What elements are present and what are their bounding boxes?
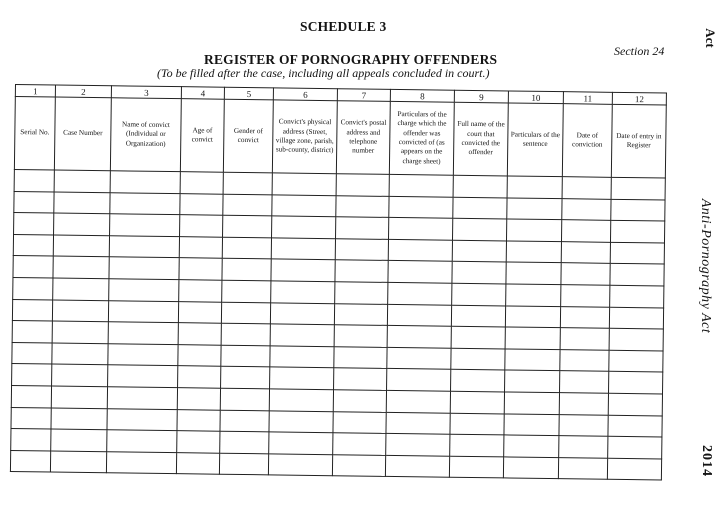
blank-cell xyxy=(222,237,271,259)
blank-cell xyxy=(269,432,333,454)
blank-cell xyxy=(269,389,333,411)
blank-cell xyxy=(336,195,389,217)
blank-cell xyxy=(504,413,559,435)
blank-cell xyxy=(610,242,664,264)
blank-cell xyxy=(13,234,53,256)
blank-cell xyxy=(108,343,178,366)
blank-cell xyxy=(109,279,179,302)
blank-cell xyxy=(52,364,108,386)
blank-cell xyxy=(51,386,107,408)
schedule-title: SCHEDULE 3 xyxy=(300,19,387,34)
blank-cell xyxy=(561,220,610,242)
blank-cell xyxy=(505,306,560,328)
blank-cell xyxy=(609,307,663,329)
column-number: 10 xyxy=(508,91,563,104)
blank-cell xyxy=(221,302,270,324)
blank-cell xyxy=(219,453,268,475)
blank-cell xyxy=(389,174,453,196)
blank-cell xyxy=(178,344,221,366)
blank-cell xyxy=(12,342,52,364)
blank-cell xyxy=(559,436,608,458)
blank-cell xyxy=(14,191,54,213)
blank-cell xyxy=(335,282,388,304)
blank-cell xyxy=(608,393,662,415)
blank-cell xyxy=(560,371,609,393)
blank-cell xyxy=(453,175,507,197)
blank-cell xyxy=(336,174,389,196)
section-reference: Section 24 xyxy=(614,44,665,58)
blank-cell xyxy=(220,388,269,410)
blank-cell xyxy=(223,194,272,216)
blank-cell xyxy=(608,436,662,458)
blank-cell xyxy=(177,388,220,410)
blank-cell xyxy=(53,235,109,257)
blank-cell xyxy=(180,215,223,237)
blank-cell xyxy=(107,387,177,410)
blank-cell xyxy=(387,347,451,369)
register-title: REGISTER OF PORNOGRAPHY OFFENDERS xyxy=(204,52,498,67)
column-number: 3 xyxy=(111,86,181,99)
blank-cell xyxy=(505,327,560,349)
blank-rows xyxy=(10,169,665,480)
blank-cell xyxy=(270,346,334,368)
blank-cell xyxy=(335,238,388,260)
blank-cell xyxy=(51,429,107,451)
blank-cell xyxy=(13,277,53,299)
column-header: Serial No. xyxy=(14,97,55,171)
blank-cell xyxy=(388,261,452,283)
blank-cell xyxy=(271,281,335,303)
blank-cell xyxy=(609,328,663,350)
blank-cell xyxy=(270,302,334,324)
blank-cell xyxy=(334,303,387,325)
blank-cell xyxy=(270,324,334,346)
blank-cell xyxy=(506,284,561,306)
blank-cell xyxy=(506,219,561,241)
blank-cell xyxy=(450,434,504,456)
column-header: Particulars of the sentence xyxy=(507,103,563,177)
blank-cell xyxy=(12,299,52,321)
column-number: 2 xyxy=(55,85,111,98)
blank-cell xyxy=(334,346,387,368)
blank-cell xyxy=(609,372,663,394)
blank-cell xyxy=(507,198,562,220)
blank-cell xyxy=(504,392,559,414)
column-number: 7 xyxy=(337,89,390,102)
blank-cell xyxy=(332,454,385,476)
column-header: Date of entry in Register xyxy=(611,104,666,178)
blank-cell xyxy=(452,283,506,305)
blank-cell xyxy=(561,241,610,263)
column-header: Gender of convict xyxy=(223,99,273,173)
column-number: 12 xyxy=(612,92,666,105)
blank-cell xyxy=(272,216,336,238)
column-number: 4 xyxy=(181,87,224,100)
blank-cell xyxy=(10,450,50,472)
blank-cell xyxy=(178,323,221,345)
blank-cell xyxy=(220,431,269,453)
blank-cell xyxy=(54,192,110,214)
blank-cell xyxy=(107,408,177,431)
blank-cell xyxy=(388,239,452,261)
blank-cell xyxy=(178,301,221,323)
column-header-row xyxy=(14,97,666,179)
blank-cell xyxy=(387,304,451,326)
blank-cell xyxy=(611,177,665,199)
blank-cell xyxy=(610,264,664,286)
blank-cell xyxy=(11,385,51,407)
blank-cell xyxy=(333,390,386,412)
blank-cell xyxy=(54,213,110,235)
blank-cell xyxy=(450,413,504,435)
blank-cell xyxy=(610,220,664,242)
blank-cell xyxy=(560,349,609,371)
blank-cell xyxy=(179,236,222,258)
column-header: Name of convict (Individual or Organization) xyxy=(110,98,181,172)
blank-cell xyxy=(268,454,332,476)
blank-cell xyxy=(53,256,109,278)
blank-cell xyxy=(336,217,389,239)
blank-cell xyxy=(561,263,610,285)
blank-cell xyxy=(50,451,106,473)
column-header: Convict's postal address and telephone number xyxy=(336,101,390,175)
blank-cell xyxy=(334,368,387,390)
blank-cell xyxy=(506,262,561,284)
blank-cell xyxy=(54,170,110,192)
blank-cell xyxy=(221,367,270,389)
blank-cell xyxy=(453,197,507,219)
blank-cell xyxy=(334,325,387,347)
side-act-label: Act xyxy=(703,28,718,48)
blank-cell xyxy=(452,240,506,262)
blank-cell xyxy=(109,257,179,280)
blank-cell xyxy=(452,218,506,240)
blank-cell xyxy=(109,236,179,259)
blank-cell xyxy=(559,414,608,436)
blank-cell xyxy=(180,172,223,194)
blank-cell xyxy=(179,280,222,302)
blank-cell xyxy=(562,177,611,199)
blank-cell xyxy=(385,455,449,477)
blank-cell xyxy=(389,196,453,218)
blank-cell xyxy=(270,367,334,389)
column-header: Particulars of the charge which the offender was convicted of (as appears on the charge sheet) xyxy=(389,101,454,175)
blank-cell xyxy=(608,415,662,437)
blank-cell xyxy=(272,173,336,195)
blank-cell xyxy=(271,259,335,281)
blank-cell xyxy=(333,411,386,433)
blank-cell xyxy=(389,218,453,240)
blank-cell xyxy=(179,258,222,280)
blank-cell xyxy=(108,322,178,345)
blank-cell xyxy=(12,321,52,343)
blank-cell xyxy=(449,456,503,478)
blank-cell xyxy=(177,409,220,431)
blank-cell xyxy=(14,213,54,235)
blank-cell xyxy=(13,256,53,278)
blank-cell xyxy=(562,198,611,220)
blank-cell xyxy=(108,300,178,323)
blank-cell xyxy=(110,192,180,215)
column-number: 6 xyxy=(273,88,337,101)
blank-cell xyxy=(335,260,388,282)
register-table xyxy=(10,84,667,481)
blank-cell xyxy=(222,259,271,281)
blank-cell xyxy=(607,458,661,480)
blank-cell xyxy=(11,429,51,451)
blank-cell xyxy=(388,282,452,304)
column-header: Age of convict xyxy=(180,99,224,173)
column-number: 11 xyxy=(563,92,612,105)
column-header: Full name of the court that convicted the offender xyxy=(453,102,508,176)
blank-cell xyxy=(451,370,505,392)
blank-cell xyxy=(52,321,108,343)
blank-cell xyxy=(503,457,558,479)
blank-cell xyxy=(222,280,271,302)
blank-cell xyxy=(560,306,609,328)
column-number: 9 xyxy=(454,90,508,103)
blank-cell xyxy=(505,370,560,392)
blank-cell xyxy=(220,410,269,432)
blank-cell xyxy=(221,323,270,345)
blank-cell xyxy=(178,366,221,388)
blank-cell xyxy=(11,407,51,429)
blank-cell xyxy=(221,345,270,367)
blank-cell xyxy=(106,451,176,474)
side-year: 2014 xyxy=(699,445,714,477)
blank-cell xyxy=(107,430,177,453)
blank-cell xyxy=(14,169,54,191)
blank-cell xyxy=(386,412,450,434)
blank-cell xyxy=(176,452,219,474)
blank-cell xyxy=(450,391,504,413)
blank-cell xyxy=(451,305,505,327)
blank-cell xyxy=(269,410,333,432)
blank-cell xyxy=(272,194,336,216)
blank-cell xyxy=(110,171,180,194)
blank-cell xyxy=(386,434,450,456)
blank-cell xyxy=(387,326,451,348)
register-subtitle: (To be filled after the case, including all appeals concluded in court.) xyxy=(157,66,490,80)
blank-cell xyxy=(177,431,220,453)
blank-cell xyxy=(561,285,610,307)
blank-cell xyxy=(52,343,108,365)
blank-cell xyxy=(610,285,664,307)
blank-cell xyxy=(504,435,559,457)
blank-cell xyxy=(386,390,450,412)
blank-cell xyxy=(559,393,608,415)
blank-cell xyxy=(12,364,52,386)
blank-cell xyxy=(223,215,272,237)
blank-cell xyxy=(451,348,505,370)
blank-cell xyxy=(611,199,665,221)
blank-cell xyxy=(53,278,109,300)
blank-cell xyxy=(558,457,607,479)
blank-cell xyxy=(560,328,609,350)
column-number: 8 xyxy=(390,89,454,102)
column-header: Convict's physical address (Street, village zone, parish, sub-county, district) xyxy=(272,100,337,174)
blank-cell xyxy=(507,176,562,198)
blank-cell xyxy=(51,408,107,430)
column-number: 1 xyxy=(15,85,55,98)
side-act-name: Anti-Pornography Act xyxy=(698,198,713,334)
column-number: 5 xyxy=(224,87,273,100)
column-header: Case Number xyxy=(54,97,111,171)
blank-cell xyxy=(609,350,663,372)
blank-cell xyxy=(180,193,223,215)
blank-cell xyxy=(451,326,505,348)
blank-cell xyxy=(52,300,108,322)
blank-cell xyxy=(271,238,335,260)
blank-cell xyxy=(223,172,272,194)
column-header: Date of conviction xyxy=(562,104,612,178)
blank-cell xyxy=(505,349,560,371)
blank-cell xyxy=(506,241,561,263)
blank-cell xyxy=(387,369,451,391)
blank-cell xyxy=(452,262,506,284)
blank-cell xyxy=(110,214,180,237)
blank-cell xyxy=(108,365,178,388)
blank-cell xyxy=(333,433,386,455)
